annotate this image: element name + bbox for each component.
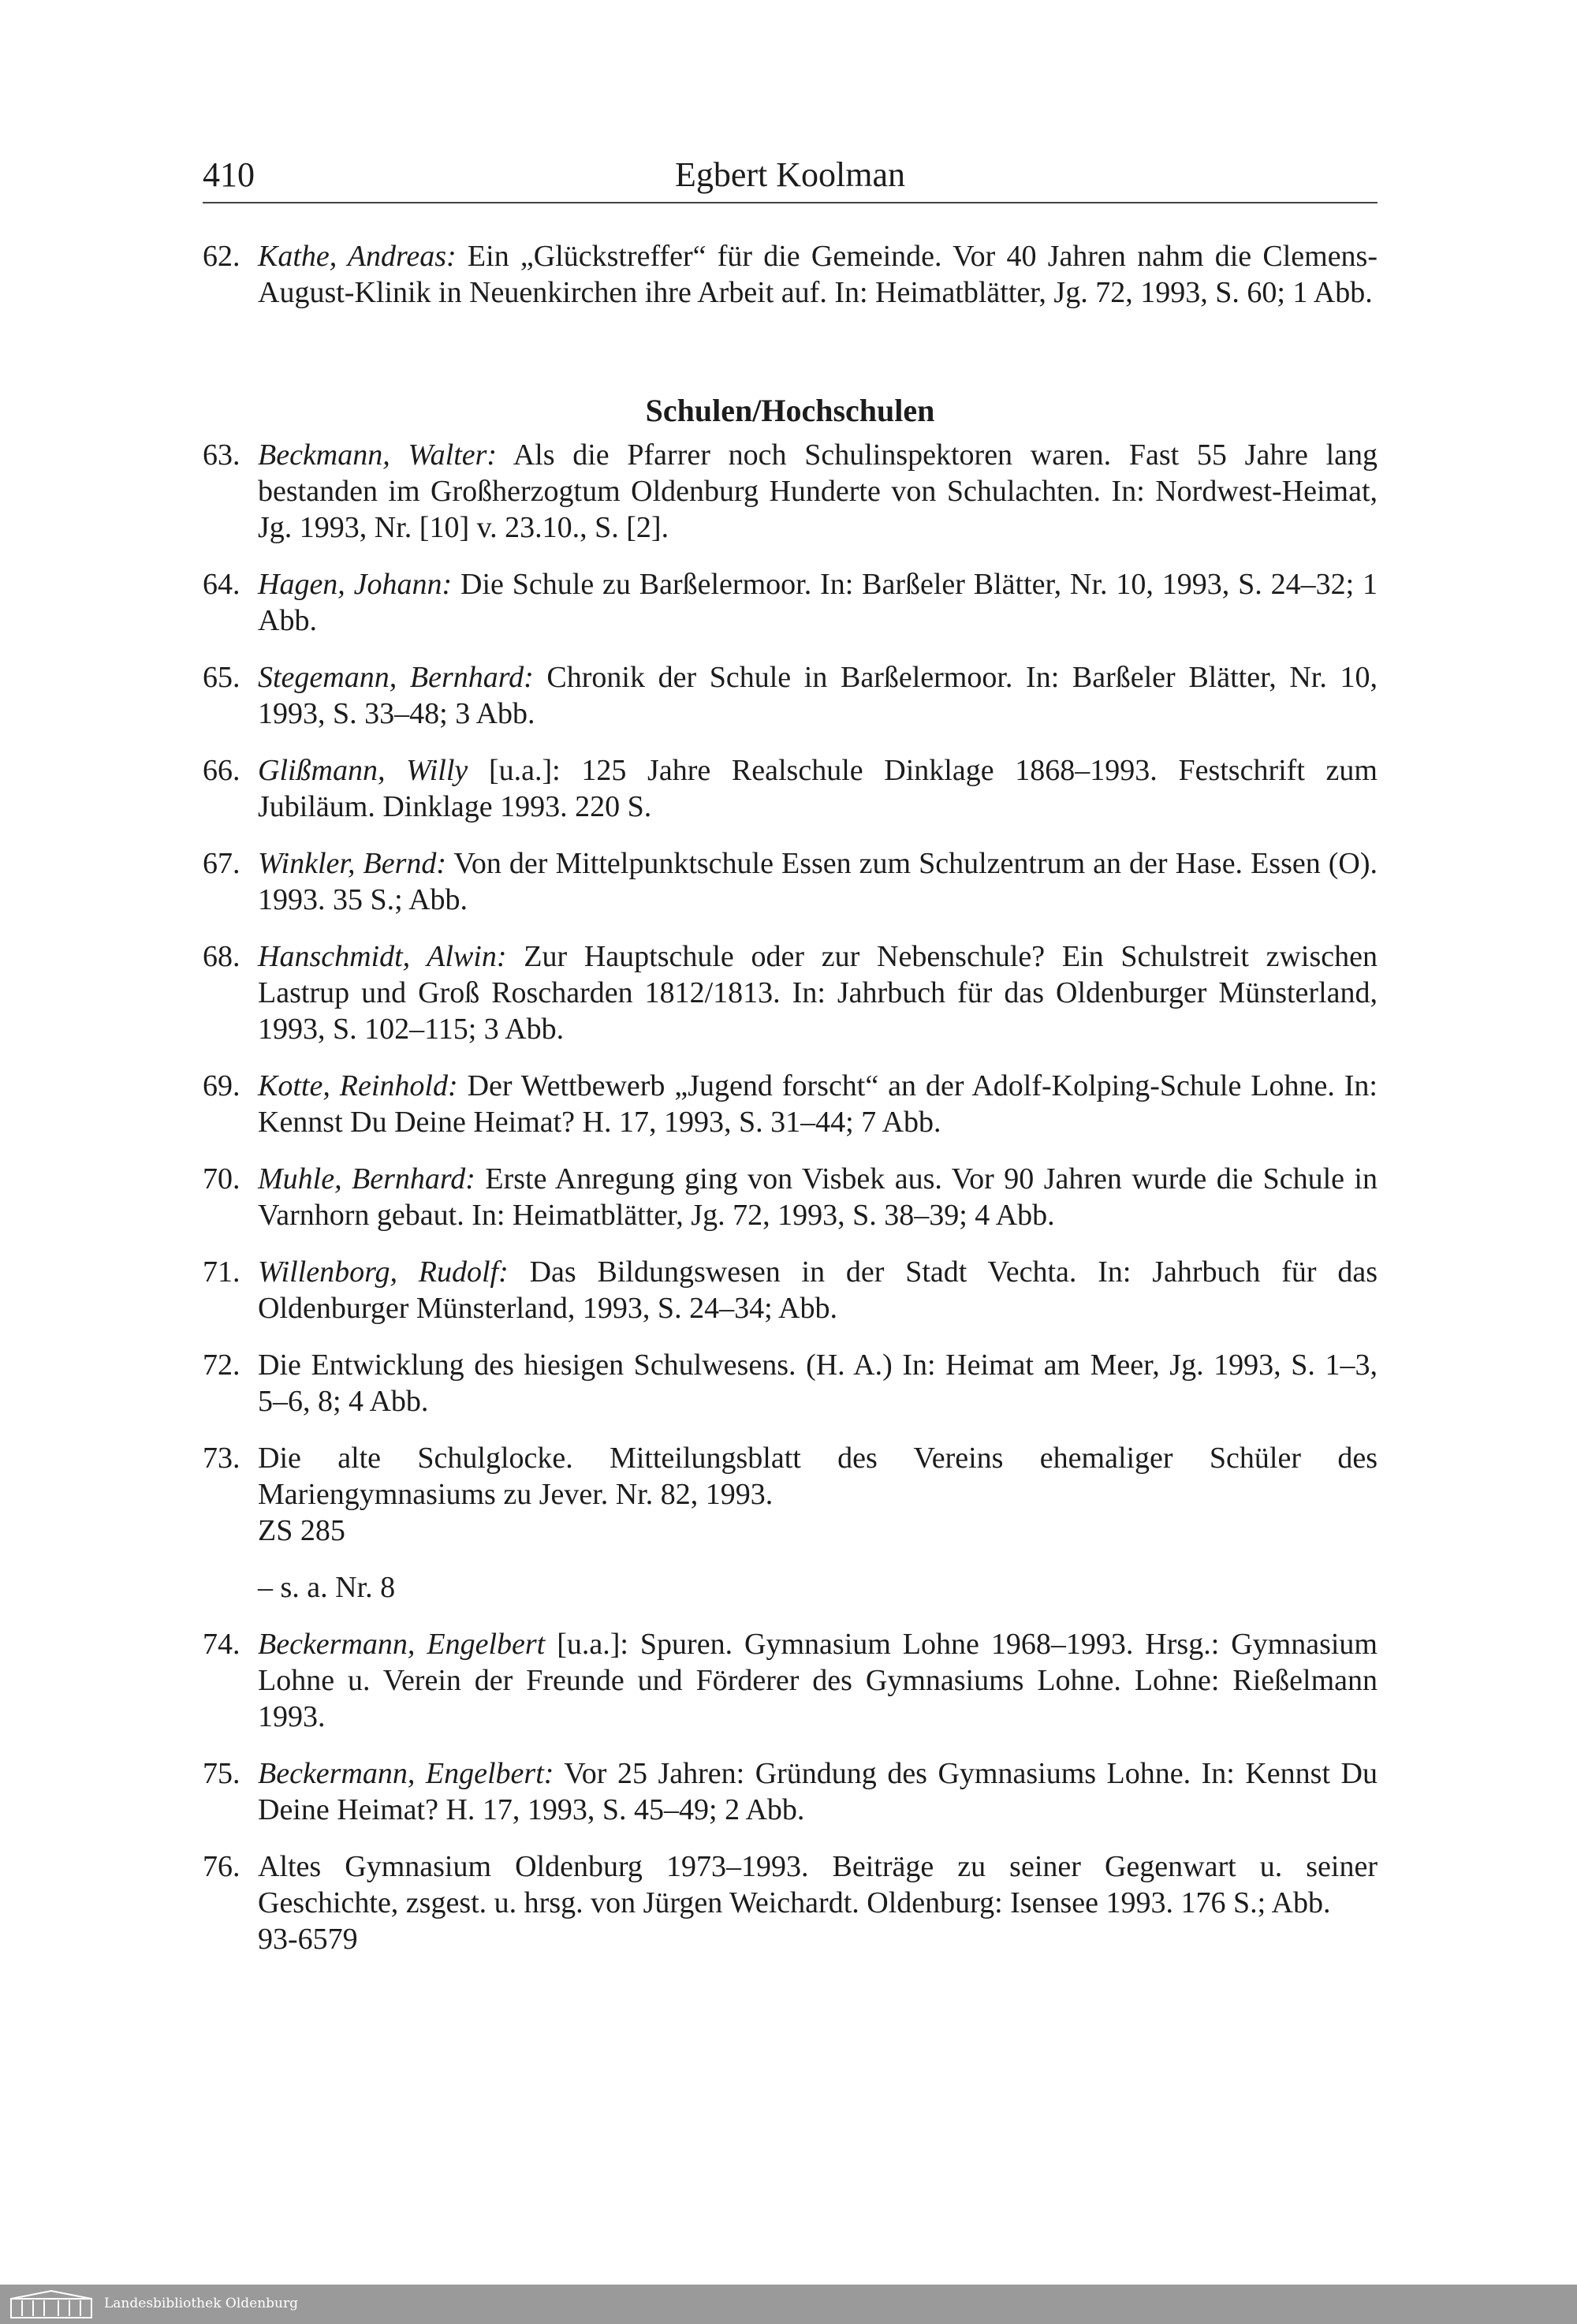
entry-text: Von der Mittelpunktschule Essen zum Schulzentrum an der Hase. Essen (O). 1993. 35 S.; Abb.	[258, 847, 1378, 916]
bibliography-entry	[203, 659, 1378, 732]
entry-author: Hagen, Johann:	[258, 568, 453, 601]
entry-text: Altes Gymnasium Oldenburg 1973–1993. Beiträge zu seiner Gegenwart u. seiner Geschichte, zsgest. u. hrsg. von Jürgen Weichardt. Oldenburg: Isensee 1993. 176 S.; Abb.	[258, 1850, 1378, 1919]
bibliography-entry	[203, 1755, 1378, 1828]
bibliography-content	[203, 238, 1378, 1978]
entry-author: Willenborg, Rudolf:	[258, 1255, 509, 1289]
entry-number: 71.	[203, 1255, 240, 1289]
entry-body	[258, 1850, 1378, 1919]
running-header	[203, 155, 1378, 203]
entry-text: Die Entwicklung des hiesigen Schulwesens. (H. A.) In: Heimat am Meer, Jg. 1993, S. 1–3, 5–6, 8; 4 Abb.	[258, 1349, 1378, 1418]
entry-author: Kotte, Reinhold:	[258, 1069, 458, 1102]
entry-text: Chronik der Schule in Barßelermoor. In: Barßeler Blätter, Nr. 10, 1993, S. 33–48; 3 Abb.	[258, 661, 1378, 730]
entry-body	[258, 1442, 1378, 1511]
bibliography-entry	[203, 1254, 1378, 1326]
entry-number: 66.	[203, 754, 240, 787]
entry-text: Zur Hauptschule oder zur Nebenschule? Ein Schulstreit zwischen Lastrup und Groß Roscharden 1812/1813. In: Jahrbuch für das Oldenburger Münsterland, 1993, S. 102–115; 3 Abb.	[258, 940, 1378, 1046]
bibliography-entry	[203, 1068, 1378, 1140]
entry-body	[258, 1255, 1378, 1325]
bibliography-entry	[203, 938, 1378, 1047]
entry-call-number: 93-6579	[258, 1923, 358, 1956]
entry-author: Beckermann, Engelbert	[258, 1628, 546, 1661]
bibliography-entry	[203, 1440, 1378, 1549]
entry-text: Das Bildungswesen in der Stadt Vechta. In: Jahrbuch für das Oldenburger Münsterland, 1993, S. 24–34; Abb.	[258, 1255, 1378, 1325]
entry-body	[258, 240, 1378, 309]
bibliography-entry	[203, 1626, 1378, 1735]
entry-text: [u.a.]: 125 Jahre Realschule Dinklage 1868–1993. Festschrift zum Jubiläum. Dinklage 1993. 220 S.	[258, 754, 1378, 823]
section-entries	[203, 437, 1378, 1549]
bibliography-entry	[203, 1347, 1378, 1419]
entry-call-number: ZS 285	[258, 1514, 345, 1547]
entry-number: 68.	[203, 940, 240, 973]
entry-body	[258, 754, 1378, 823]
running-head-author: Egbert Koolman	[674, 155, 906, 194]
entry-text: [u.a.]: Spuren. Gymnasium Lohne 1968–1993. Hrsg.: Gymnasium Lohne u. Verein der Freunde und Förderer des Gymnasiums Lohne. Lohne: Rießelmann 1993.	[258, 1628, 1378, 1733]
entry-author: Muhle, Bernhard:	[258, 1162, 475, 1196]
entry-text: Erste Anregung ging von Visbek aus. Vor 90 Jahren wurde die Schule in Varnhorn gebaut. In: Heimatblätter, Jg. 72, 1993, S. 38–39; 4 Abb.	[258, 1162, 1378, 1232]
entry-text: Die Schule zu Barßelermoor. In: Barßeler Blätter, Nr. 10, 1993, S. 24–32; 1 Abb.	[258, 568, 1378, 637]
entry-number: 76.	[203, 1850, 240, 1883]
entry-body	[258, 940, 1378, 1046]
entry-number: 65.	[203, 661, 240, 694]
entry-body	[258, 438, 1378, 544]
bibliography-entry	[203, 1161, 1378, 1233]
library-name: Landesbibliothek Oldenburg	[104, 2296, 299, 2311]
entry-number: 73.	[203, 1442, 240, 1475]
entry-number: 70.	[203, 1162, 240, 1196]
bibliography-entry	[203, 1848, 1378, 1957]
entry-body	[258, 1757, 1378, 1826]
library-building-icon	[8, 2289, 95, 2319]
library-footer-bar	[0, 2285, 1577, 2324]
entry-number: 63.	[203, 438, 240, 472]
entry-text: Die alte Schulglocke. Mitteilungsblatt des Vereins ehemaliger Schüler des Mariengymnasiums zu Jever. Nr. 82, 1993.	[258, 1442, 1378, 1511]
bibliography-entry	[203, 845, 1378, 918]
entries-before-section	[203, 238, 1378, 311]
entry-body	[258, 661, 1378, 730]
entry-number: 64.	[203, 568, 240, 601]
entry-author: Stegemann, Bernhard:	[258, 661, 534, 694]
entry-text: Der Wettbewerb „Jugend forscht“ an der Adolf-Kolping-Schule Lohne. In: Kennst Du Deine Heimat? H. 17, 1993, S. 31–44; 7 Abb.	[258, 1069, 1378, 1139]
bibliography-entry	[203, 238, 1378, 311]
entry-number: 62.	[203, 240, 240, 273]
entry-body	[258, 1069, 1378, 1139]
entry-text: Vor 25 Jahren: Gründung des Gymnasiums Lohne. In: Kennst Du Deine Heimat? H. 17, 1993, S. 45–49; 2 Abb.	[258, 1757, 1378, 1826]
entry-body	[258, 1628, 1378, 1733]
page-number: 410	[203, 155, 255, 194]
entry-number: 69.	[203, 1069, 240, 1102]
entry-author: Beckermann, Engelbert:	[258, 1757, 554, 1790]
entry-number: 72.	[203, 1349, 240, 1382]
entry-number: 67.	[203, 847, 240, 880]
entry-text: Ein „Glückstreffer“ für die Gemeinde. Vor 40 Jahren nahm die Clemens-August-Klinik in Neuenkirchen ihre Arbeit auf. In: Heimatblätter, Jg. 72, 1993, S. 60; 1 Abb.	[258, 240, 1378, 309]
entry-author: Beckmann, Walter:	[258, 438, 498, 472]
bibliography-entry	[203, 752, 1378, 825]
entry-body	[258, 1162, 1378, 1232]
section-heading: Schulen/Hochschulen	[645, 393, 935, 428]
entry-text: Als die Pfarrer noch Schulinspektoren waren. Fast 55 Jahre lang bestanden im Großherzogtum Oldenburg Hunderte von Schulachten. In: Nordwest-Heimat, Jg. 1993, Nr. [10] v. 23.10., S. [2].	[258, 438, 1378, 544]
entry-number: 74.	[203, 1628, 240, 1661]
entry-author: Winkler, Bernd:	[258, 847, 447, 880]
entry-body	[258, 568, 1378, 637]
entry-body	[258, 1349, 1378, 1418]
see-also-reference: – s. a. Nr. 8	[258, 1571, 396, 1604]
entries-after-section	[203, 1626, 1378, 1957]
entry-body	[258, 847, 1378, 916]
entry-author: Hanschmidt, Alwin:	[258, 940, 507, 973]
entry-number: 75.	[203, 1757, 240, 1790]
bibliography-entry	[203, 566, 1378, 639]
entry-author: Kathe, Andreas:	[258, 240, 457, 273]
entry-author: Glißmann, Willy	[258, 754, 468, 787]
bibliography-entry	[203, 437, 1378, 546]
